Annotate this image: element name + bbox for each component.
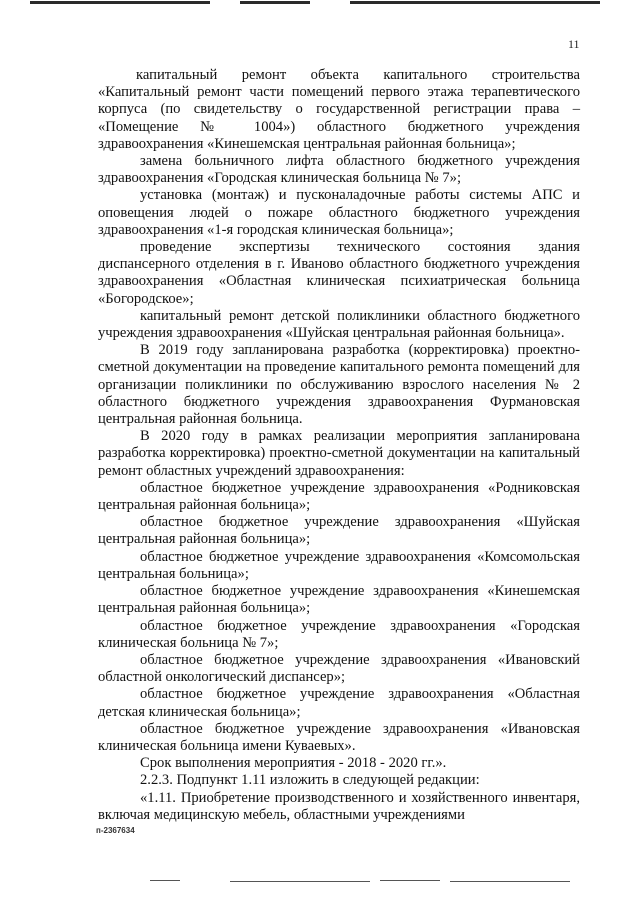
scan-edge-bottom xyxy=(0,878,640,886)
paragraph: 2.2.3. Подпункт 1.11 изложить в следующей редакции: xyxy=(140,772,480,789)
paragraph: областное бюджетное учреждение здравоохранения «Областная детская клиническая больница»; xyxy=(98,686,580,720)
paragraph: областное бюджетное учреждение здравоохранения «Ивановский областной онкологический диспансер»; xyxy=(98,651,580,686)
paragraph: областное бюджетное учреждение здравоохранения «Родниковская центральная районная больница»; xyxy=(98,479,580,514)
paragraph: «1.11. Приобретение производственного и хозяйственного инвентаря, включая медицинскую мебель, областными учреждениями xyxy=(98,789,580,823)
paragraph: областное бюджетное учреждение здравоохранения «Ивановская клиническая больница имени Куваевых». xyxy=(98,720,580,754)
page-number: 11 xyxy=(568,37,580,51)
paragraph: капитальный ремонт детской поликлиники областного бюджетного учреждения здравоохранения «Шуйская центральная районная больница». xyxy=(98,307,580,342)
paragraph: В 2020 году в рамках реализации мероприятия запланирована разработка корректировка) проектно-сметной документации на капитальный ремонт областных учреждений здравоохранения: xyxy=(98,428,580,479)
paragraph: Срок выполнения мероприятия - 2018 - 2020 гг.». xyxy=(140,755,447,772)
scan-edge-mark xyxy=(150,880,180,881)
paragraph: областное бюджетное учреждение здравоохранения «Кинешемская центральная районная больница»; xyxy=(98,583,580,617)
paragraph: капитальный ремонт объекта капитального строительства «Капитальный ремонт части помещений первого этажа терапевтического корпуса (по свидетельству о государственной регистрации права – «Помещение № 1004») областного бюджетного учреждения здравоохранения «Кинешемская центральная районная больница»; xyxy=(98,67,580,152)
scan-edge-mark xyxy=(230,881,370,882)
paragraph: областное бюджетное учреждение здравоохранения «Комсомольская центральная больница»; xyxy=(98,548,580,582)
scan-edge-mark xyxy=(450,881,570,882)
document-body xyxy=(98,67,580,824)
paragraph: установка (монтаж) и пусконаладочные работы системы АПС и оповещения людей о пожаре областного бюджетного учреждения здравоохранения «1-я городская клиническая больница»; xyxy=(98,187,580,238)
paragraph: замена больничного лифта областного бюджетного учреждения здравоохранения «Городская клиническая больница № 7»; xyxy=(98,153,580,187)
paragraph: областное бюджетное учреждение здравоохранения «Шуйская центральная районная больница»; xyxy=(98,514,580,548)
scan-edge-mark xyxy=(350,1,600,4)
scan-edge-top xyxy=(0,0,640,5)
scan-edge-mark xyxy=(380,880,440,881)
scan-edge-mark xyxy=(240,1,310,4)
paragraph: проведение экспертизы технического состояния здания диспансерного отделения в г. Иваново областного бюджетного учреждения здравоохранения «Областная клиническая психиатрическая больница «Богородское»; xyxy=(98,239,580,307)
paragraph: областное бюджетное учреждение здравоохранения «Городская клиническая больница № 7»; xyxy=(98,617,580,651)
document-code: п-2367634 xyxy=(96,826,135,835)
paragraph: В 2019 году запланирована разработка (корректировка) проектно-сметной документации на проведение капитального ремонта помещений для организации поликлиники по обслуживанию взрослого населения № 2 областного бюджетного учреждения здравоохранения Фурмановская центральная районная больница. xyxy=(98,342,580,428)
scan-edge-mark xyxy=(30,1,210,4)
